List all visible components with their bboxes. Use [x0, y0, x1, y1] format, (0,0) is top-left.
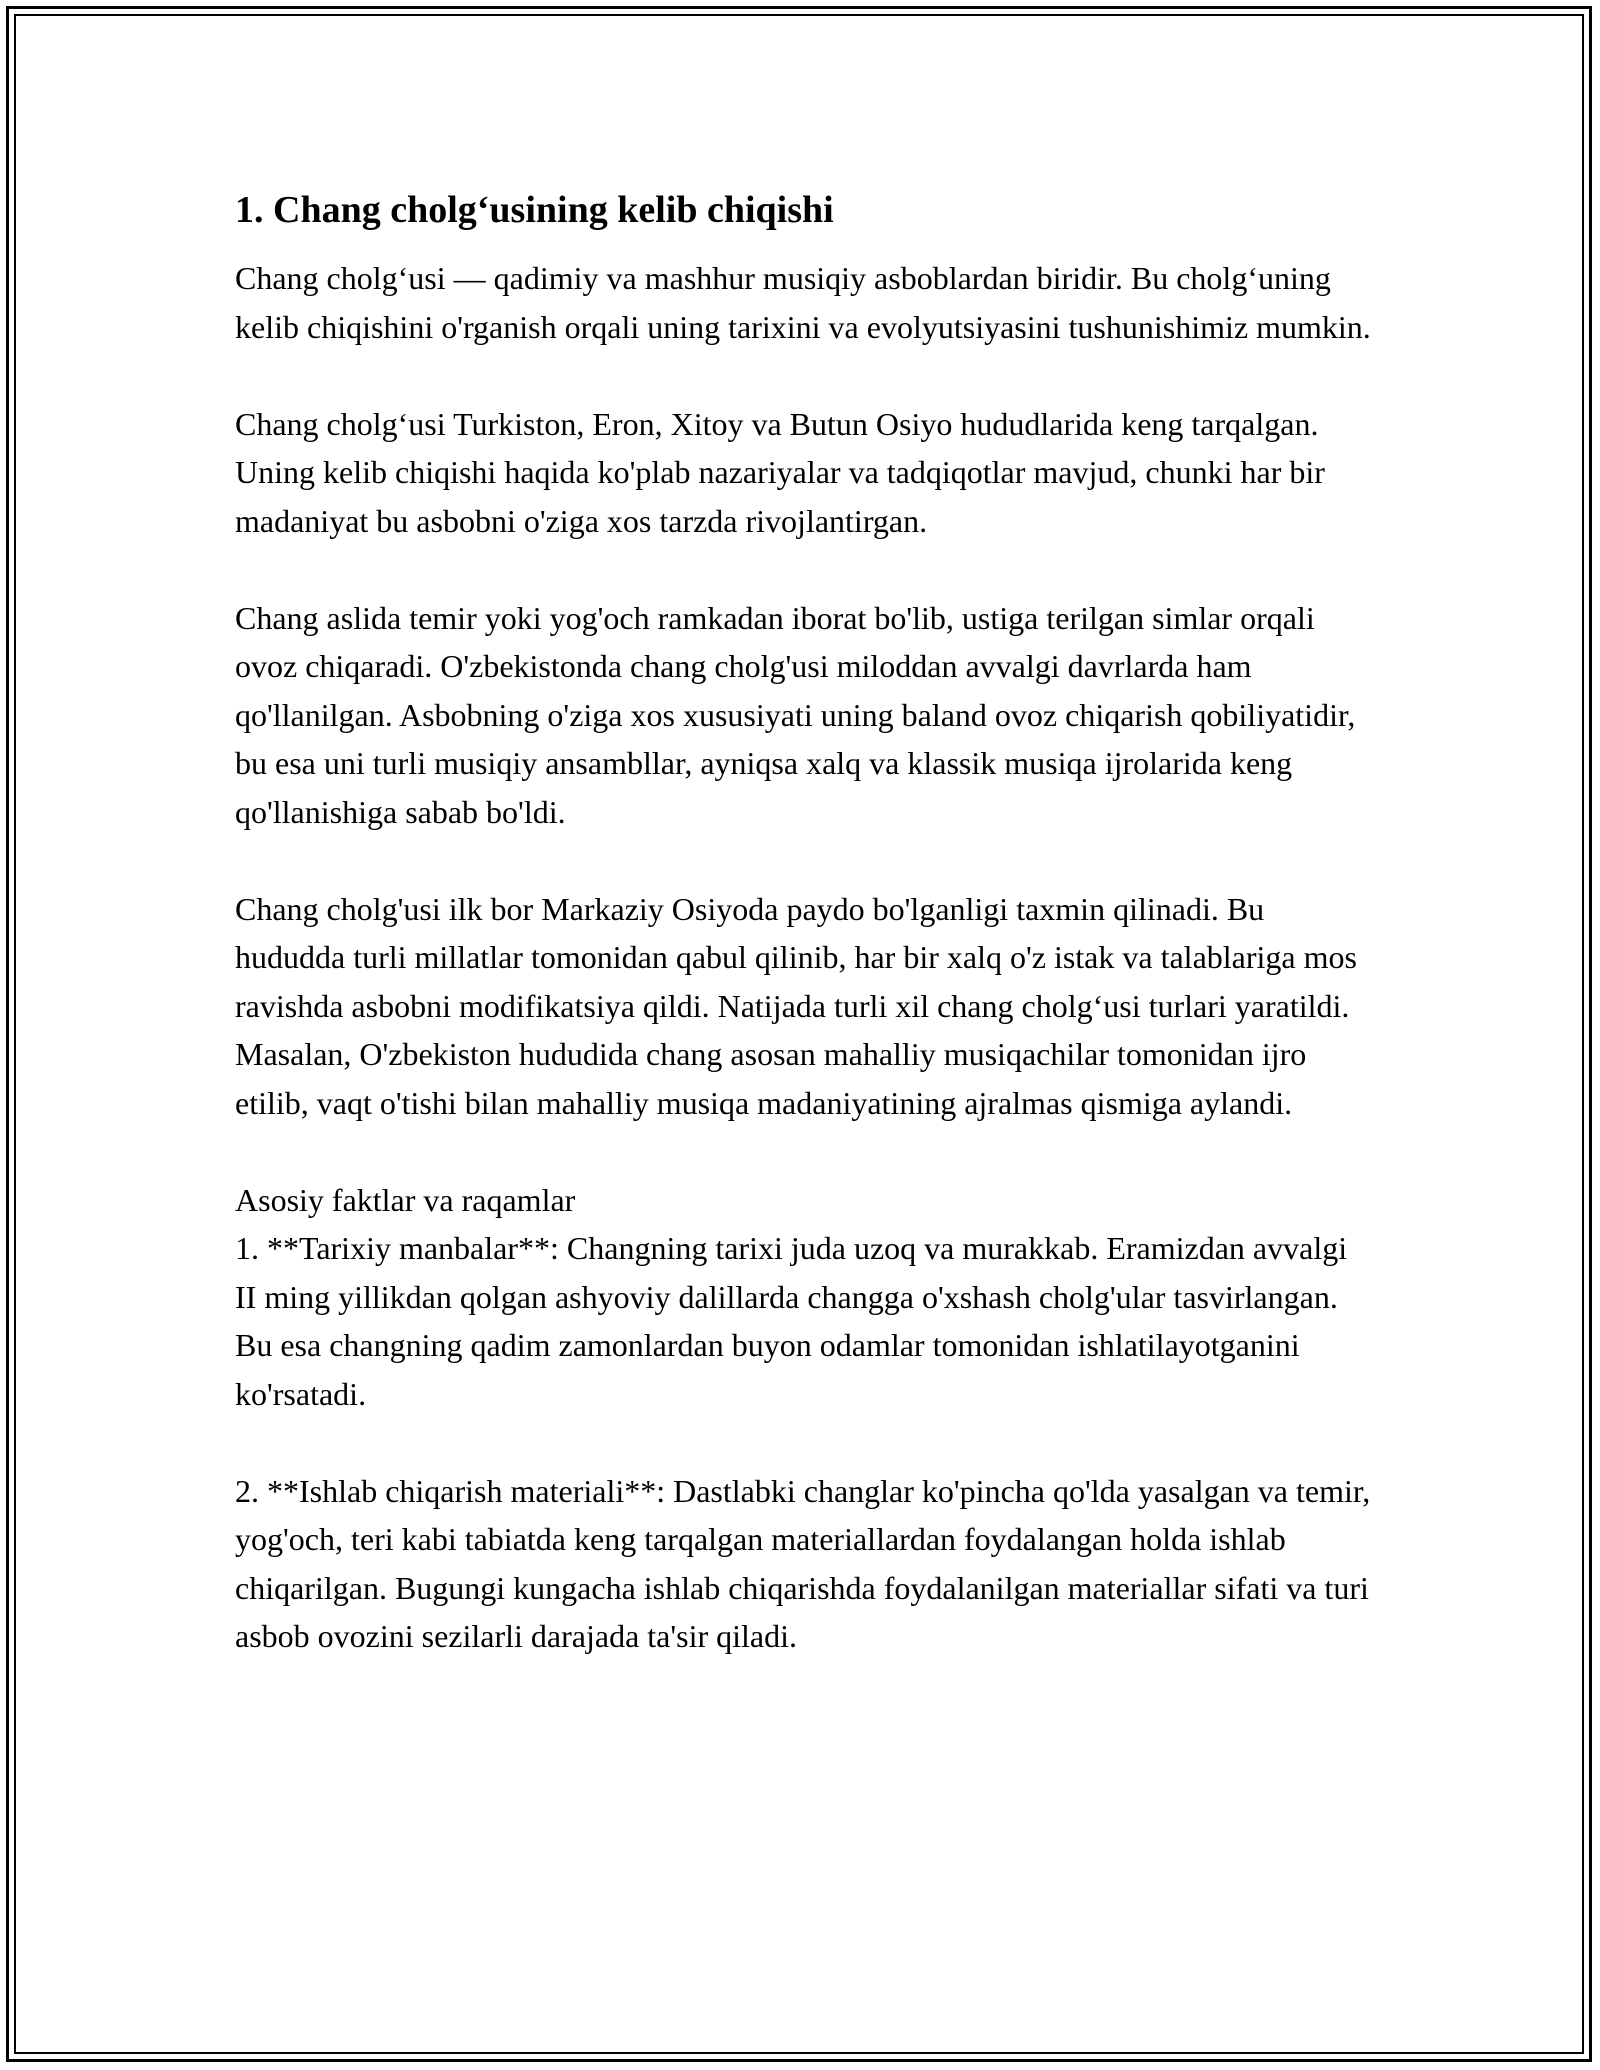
document-page	[235, 186, 1375, 1709]
paragraph-central-asia: Chang cholg'usi ilk bor Markaziy Osiyoda paydo bo'lganligi taxmin qilinadi. Bu hududda turli millatlar tomonidan qabul qilinib, har bir xalq o'z istak va talablariga mos ravishda asbobni modifikatsiya qildi. Natijada turli xil chang cholg‘usi turlari yaratildi. Masalan, O'zbekiston hududida chang asosan mahalliy musiqachilar tomonidan ijro etilib, vaqt o'tishi bilan mahalliy musiqa madaniyatining ajralmas qismiga aylandi.	[235, 890, 1357, 1121]
fact-item-historical-sources: 1. **Tarixiy manbalar**: Changning tarixi juda uzoq va murakkab. Eramizdan avvalgi II ming yillikdan qolgan ashyoviy dalillarda changga o'xshash cholg'ular tasvirlangan. Bu esa changning qadim zamonlardan buyon odamlar tomonidan ishlatilayotganini ko'rsatadi.	[235, 1230, 1348, 1412]
section-heading: 1. Chang cholg‘usining kelib chiqishi	[235, 189, 834, 231]
paragraph-regions: Chang cholg‘usi Turkiston, Eron, Xitoy va Butun Osiyo hududlarida keng tarqalgan. Uning kelib chiqishi haqida ko'plab nazariyalar va tadqiqotlar mavjud, chunki har bir madaniyat bu asbobni o'ziga xos tarzda rivojlantirgan.	[235, 405, 1325, 539]
facts-title: Asosiy faktlar va raqamlar	[235, 1181, 576, 1218]
paragraph-construction: Chang aslida temir yoki yog'och ramkadan iborat bo'lib, ustiga terilgan simlar orqali ovoz chiqaradi. O'zbekistonda chang cholg'usi miloddan avvalgi davrlarda ham qo'llanilgan. Asbobning o'ziga xos xususiyati uning baland ovoz chiqarish qobiliyatidir, bu esa uni turli musiqiy ansambllar, ayniqsa xalq va klassik musiqa ijrolarida keng qo'llanishiga sabab bo'ldi.	[235, 599, 1356, 830]
facts-section	[235, 1176, 1375, 1661]
paragraph-intro: Chang cholg‘usi — qadimiy va mashhur musiqiy asboblardan biridir. Bu cholg‘uning kelib chiqishini o'rganish orqali uning tarixini va evolyutsiyasini tushunishimiz mumkin.	[235, 260, 1371, 345]
fact-item-materials: 2. **Ishlab chiqarish materiali**: Dastlabki changlar ko'pincha qo'lda yasalgan va temir, yog'och, teri kabi tabiatda keng tarqalgan materiallardan foydalangan holda ishlab chiqarilgan. Bugungi kungacha ishlab chiqarishda foydalanilgan materiallar sifati va turi asbob ovozini sezilarli darajada ta'sir qiladi.	[235, 1472, 1371, 1654]
